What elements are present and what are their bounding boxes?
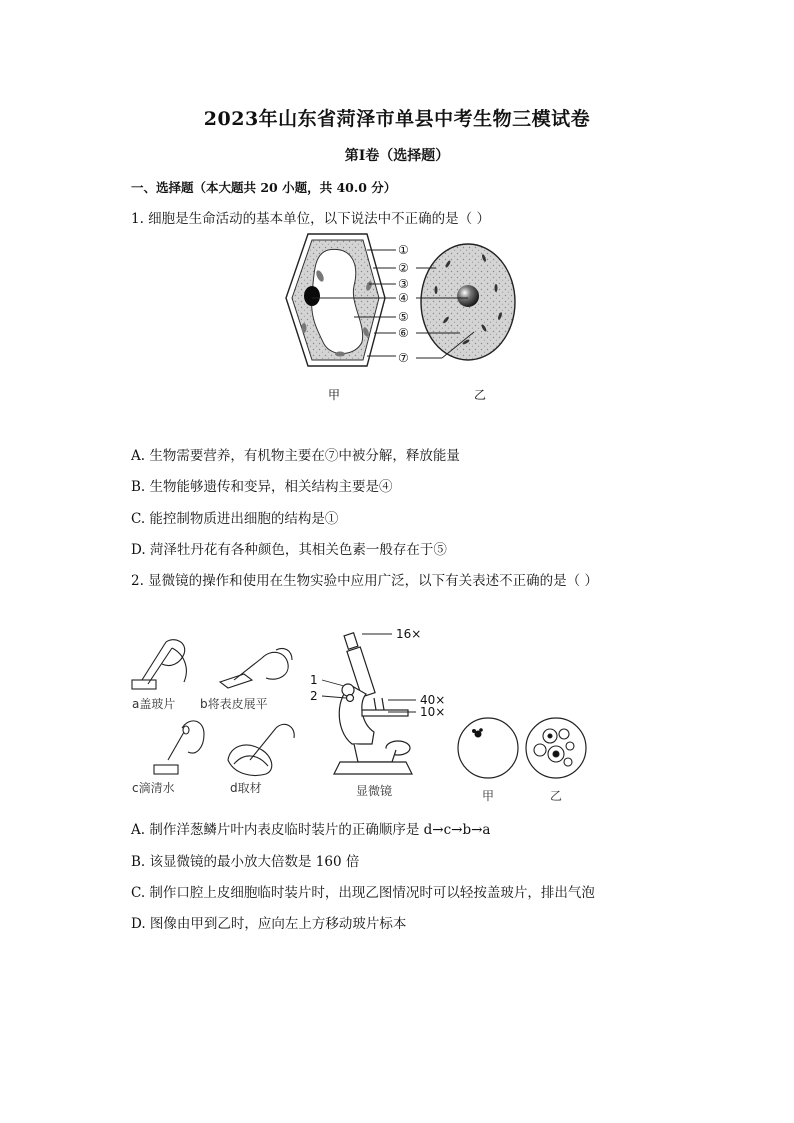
animal-nucleus — [457, 285, 479, 307]
figure-label-left: 甲 — [328, 388, 341, 402]
part-1-label: 1 — [310, 673, 318, 687]
callout-6: ⑥ — [398, 326, 409, 340]
plant-cell — [286, 234, 385, 366]
view-left-circle — [458, 718, 518, 778]
step-b-illustration — [220, 648, 292, 688]
callout-3: ③ — [398, 277, 409, 291]
view-right-label: 乙 — [550, 789, 563, 803]
q2-option-c[interactable]: C. 制作口腔上皮细胞临时装片时，出现乙图情况时可以轻按盖玻片，排出气泡 — [131, 885, 595, 901]
step-b-label: b将表皮展平 — [200, 697, 268, 711]
q1-option-d[interactable]: D. 菏泽牡丹花有各种颜色，其相关色素一般存在于⑤ — [131, 542, 447, 558]
q1-option-a[interactable]: A. 生物需要营养，有机物主要在⑦中被分解，释放能量 — [131, 448, 460, 464]
objective-low-label: 10× — [420, 705, 446, 719]
microscope-label: 显微镜 — [356, 784, 393, 798]
microscope-figure — [126, 620, 596, 810]
step-d-label: d取材 — [230, 781, 262, 795]
callout-4: ④ — [398, 291, 409, 305]
eyepiece-label: 16× — [396, 627, 422, 641]
plant-nucleus — [304, 286, 320, 306]
q1-option-c[interactable]: C. 能控制物质进出细胞的结构是① — [131, 511, 339, 527]
objective-high-label: 40× — [420, 693, 446, 707]
step-d-illustration — [228, 724, 294, 775]
part-heading: 第I卷（选择题） — [344, 148, 450, 164]
step-c-illustration — [154, 721, 204, 774]
q1-option-b[interactable]: B. 生物能够遗传和变异，相关结构主要是④ — [131, 479, 393, 495]
section-heading: 一、选择题（本大题共 20 小题，共 40.0 分） — [131, 180, 397, 195]
step-a-label: a盖玻片 — [132, 697, 176, 711]
figure-label-right: 乙 — [474, 388, 487, 402]
callout-2: ② — [398, 261, 409, 275]
callout-1: ① — [398, 243, 409, 257]
page-title: 2023年山东省菏泽市单县中考生物三模试卷 — [203, 108, 591, 130]
cell-diagram-figure — [270, 228, 530, 408]
q2-option-b[interactable]: B. 该显微镜的最小放大倍数是 160 倍 — [131, 854, 360, 870]
step-a-illustration — [132, 640, 186, 689]
part-2-label: 2 — [310, 689, 318, 703]
question-2-stem: 2. 显微镜的操作和使用在生物实验中应用广泛，以下有关表述不正确的是（ ） — [131, 573, 598, 589]
q2-option-a[interactable]: A. 制作洋葱鳞片叶内表皮临时装片的正确顺序是 d→c→b→a — [131, 822, 491, 838]
question-1-stem: 1. 细胞是生命活动的基本单位，以下说法中不正确的是（ ） — [131, 211, 490, 227]
q2-option-d[interactable]: D. 图像由甲到乙时，应向左上方移动玻片标本 — [131, 916, 407, 932]
callout-5: ⑤ — [398, 310, 409, 324]
animal-cell — [421, 244, 515, 360]
callout-7: ⑦ — [398, 351, 409, 365]
microscope-illustration — [334, 633, 412, 774]
view-left-label: 甲 — [482, 789, 495, 803]
step-c-label: c滴清水 — [132, 781, 175, 795]
